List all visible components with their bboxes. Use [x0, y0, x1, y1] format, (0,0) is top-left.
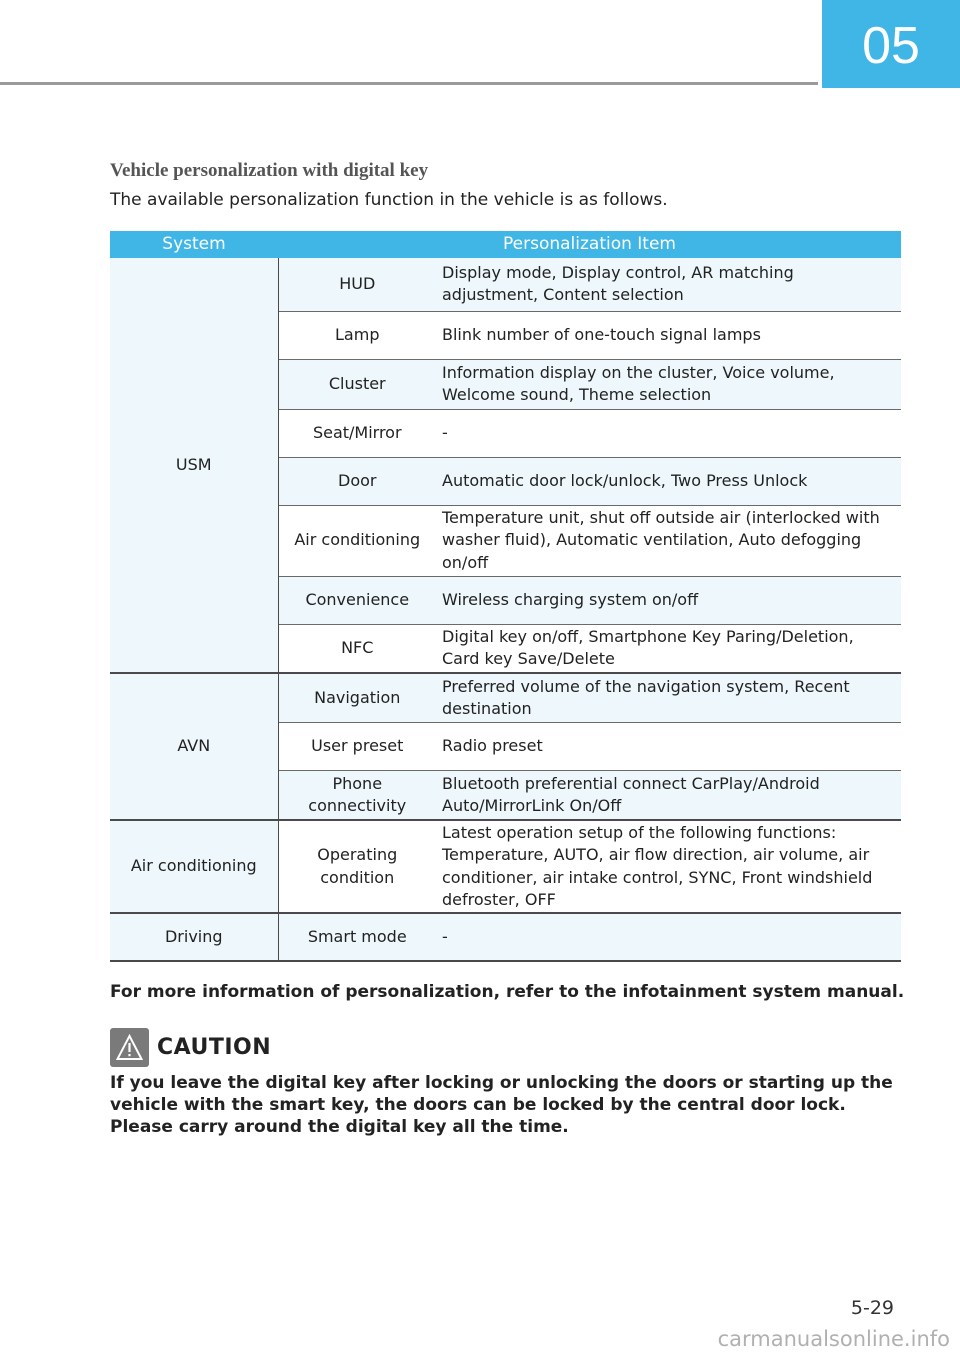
warning-triangle-icon	[110, 1028, 149, 1067]
item-cell: Lamp	[278, 311, 436, 359]
item-cell: HUD	[278, 258, 436, 311]
caution-text: If you leave the digital key after locking or unlocking the doors or starting up the vehicle with the smart key, the doors can be locked by the central door lock. Please carry around the digital key all the time.	[110, 1073, 893, 1138]
system-cell: Driving	[110, 913, 278, 961]
detail-cell: Display mode, Display control, AR matching adjustment, Content selection	[436, 258, 901, 311]
item-cell: NFC	[278, 624, 436, 673]
system-cell: USM	[110, 258, 278, 673]
detail-cell: Information display on the cluster, Voice volume, Welcome sound, Theme selection	[436, 359, 901, 409]
chapter-tab	[822, 0, 960, 88]
detail-cell: Temperature unit, shut off outside air (interlocked with washer fluid), Automatic ventilation, Auto defogging on/off	[436, 505, 901, 576]
caution-title: CAUTION	[157, 1035, 272, 1060]
item-cell: User preset	[278, 722, 436, 770]
system-cell: Air conditioning	[110, 820, 278, 913]
detail-cell: Blink number of one-touch signal lamps	[436, 311, 901, 359]
item-cell: Air conditioning	[278, 505, 436, 576]
table-row	[110, 673, 901, 722]
item-cell: Seat/Mirror	[278, 409, 436, 457]
item-cell: Cluster	[278, 359, 436, 409]
detail-cell: Digital key on/off, Smartphone Key Paring/Deletion, Card key Save/Delete	[436, 624, 901, 673]
page-number: 5-29	[850, 1297, 894, 1319]
system-cell: AVN	[110, 673, 278, 820]
detail-cell: -	[436, 913, 901, 961]
detail-cell: Automatic door lock/unlock, Two Press Unlock	[436, 457, 901, 505]
chapter-number: 05	[862, 17, 920, 75]
item-cell: Operating condition	[278, 820, 436, 913]
table-row	[110, 820, 901, 913]
info-note: For more information of personalization, refer to the infotainment system manual.	[110, 982, 905, 1002]
detail-cell: Preferred volume of the navigation system, Recent destination	[436, 673, 901, 722]
item-cell: Navigation	[278, 673, 436, 722]
table-row	[110, 913, 901, 961]
detail-cell: Latest operation setup of the following functions: Temperature, AUTO, air flow direction, air volume, air conditioner, air intake control, SYNC, Front windshield defroster, OFF	[436, 820, 901, 913]
item-cell: Smart mode	[278, 913, 436, 961]
table-row	[110, 258, 901, 311]
detail-cell: Bluetooth preferential connect CarPlay/Android Auto/MirrorLink On/Off	[436, 770, 901, 820]
detail-cell: -	[436, 409, 901, 457]
item-cell: Convenience	[278, 576, 436, 624]
detail-cell: Radio preset	[436, 722, 901, 770]
header-personalization-item: Personalization Item	[278, 231, 901, 258]
header-system: System	[110, 231, 278, 258]
section-title: Vehicle personalization with digital key	[110, 160, 429, 181]
detail-cell: Wireless charging system on/off	[436, 576, 901, 624]
item-cell: Phone connectivity	[278, 770, 436, 820]
watermark: carmanualsonline.info	[717, 1327, 950, 1351]
intro-text: The available personalization function in the vehicle is as follows.	[110, 190, 668, 210]
item-cell: Door	[278, 457, 436, 505]
table-header-row	[110, 231, 901, 258]
personalization-table	[110, 231, 901, 962]
caution-header	[110, 1028, 271, 1067]
header-rule	[0, 82, 818, 85]
